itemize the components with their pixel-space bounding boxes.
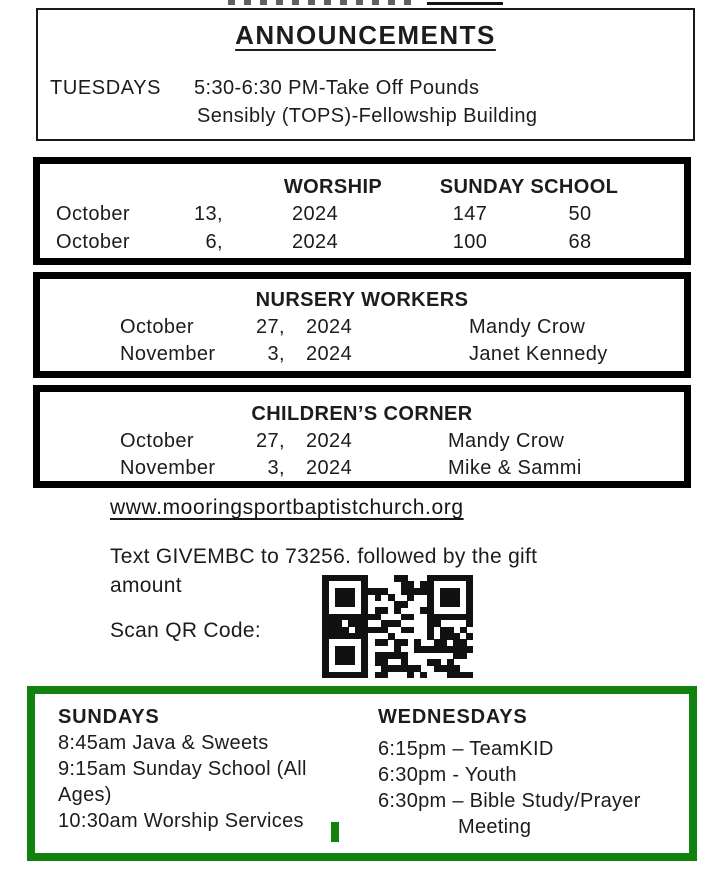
wednesday-schedule-item: 6:30pm – Bible Study/Prayer: [378, 790, 641, 812]
announcement-line2: Sensibly (TOPS)-Fellowship Building: [197, 105, 538, 127]
attendance-row-month: October: [56, 203, 130, 225]
wednesday-schedule-item: 6:15pm – TeamKID: [378, 738, 554, 760]
nursery-row-month: October: [120, 316, 194, 338]
wednesday-schedule-item: 6:30pm - Youth: [378, 764, 517, 786]
nursery-row-year: 2024: [306, 316, 353, 338]
attendance-row-worship-count: 100: [452, 231, 488, 253]
announcements-title: ANNOUNCEMENTS: [235, 20, 496, 50]
nursery-row-name: Janet Kennedy: [469, 343, 608, 365]
sunday-schedule-item: Ages): [58, 784, 112, 806]
childrens-row-name: Mike & Sammi: [448, 457, 582, 479]
announcement-line1: 5:30-6:30 PM-Take Off Pounds: [194, 77, 480, 99]
attendance-row-worship-count: 147: [452, 203, 488, 225]
attendance-row-day: 6,: [205, 231, 223, 253]
childrens-row-year: 2024: [306, 457, 353, 479]
attendance-box: [33, 157, 691, 265]
childrens-row-month: November: [120, 457, 216, 479]
qr-code: [322, 575, 473, 678]
attendance-row-ss-count: 50: [568, 203, 592, 225]
nursery-row-year: 2024: [306, 343, 353, 365]
giving-text-line2: amount: [110, 574, 182, 597]
wednesdays-title: WEDNESDAYS: [378, 706, 528, 728]
nursery-row-month: November: [120, 343, 216, 365]
sunday-schedule-item: 8:45am Java & Sweets: [58, 732, 269, 754]
cursor-mark: [331, 822, 339, 842]
website-link[interactable]: www.mooringsportbaptistchurch.org: [110, 496, 464, 519]
childrens-row-month: October: [120, 430, 194, 452]
childrens-row-day: 3,: [267, 457, 285, 479]
weekly-schedule-box: [27, 686, 697, 861]
attendance-row-day: 13,: [193, 203, 223, 225]
childrens-row-name: Mandy Crow: [448, 430, 565, 452]
sunday-schedule-item: 10:30am Worship Services: [58, 810, 304, 832]
nursery-row-name: Mandy Crow: [469, 316, 586, 338]
sunday-school-header: SUNDAY SCHOOL: [439, 176, 619, 198]
announcement-day: TUESDAYS: [50, 77, 162, 99]
cutoff-underline: [427, 2, 503, 5]
wednesdays-column: [378, 704, 641, 840]
attendance-row-year: 2024: [292, 231, 339, 253]
sundays-title: SUNDAYS: [58, 706, 160, 728]
nursery-workers-title: NURSERY WORKERS: [255, 289, 469, 311]
attendance-row-month: October: [56, 231, 130, 253]
sundays-column: [58, 704, 307, 834]
announcements-box: [36, 8, 695, 141]
childrens-row-year: 2024: [306, 430, 353, 452]
nursery-row-day: 27,: [255, 316, 285, 338]
sunday-schedule-item: 9:15am Sunday School (All: [58, 758, 307, 780]
wednesday-schedule-item: Meeting: [458, 816, 532, 838]
childrens-corner-title: CHILDREN’S CORNER: [251, 403, 473, 425]
childrens-corner-box: [33, 385, 691, 488]
attendance-row-year: 2024: [292, 203, 339, 225]
nursery-workers-box: [33, 272, 691, 378]
worship-header: WORSHIP: [283, 176, 383, 198]
cutoff-text-marks: [228, 0, 420, 5]
childrens-row-day: 27,: [255, 430, 285, 452]
scan-qr-label: Scan QR Code:: [110, 619, 261, 642]
nursery-row-day: 3,: [267, 343, 285, 365]
attendance-row-ss-count: 68: [568, 231, 592, 253]
giving-text-line1: Text GIVEMBC to 73256. followed by the gift: [110, 545, 538, 568]
